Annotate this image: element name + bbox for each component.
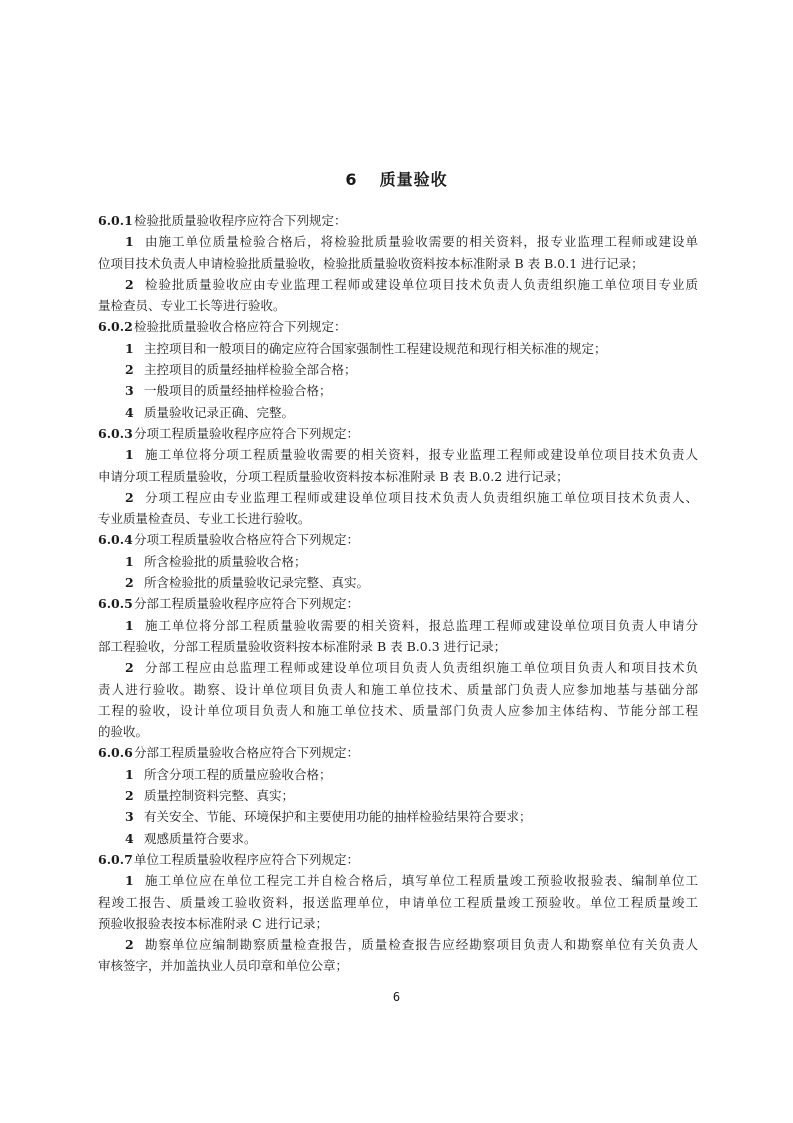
line-text: 检验批质量验收程序应符合下列规定： [134, 213, 347, 228]
continuation-line [98, 679, 698, 700]
line-text: 勘察单位应编制勘察质量检查报告，质量检查报告应经勘察项目负责人和勘察单位有关负责人 [144, 937, 698, 953]
line-text: 主控项目和一般项目的确定应符合国家强制性工程建设规范和现行相关标准的规定； [144, 340, 607, 356]
page-number: 6 [392, 990, 401, 1004]
line-text: 由施工单位质量检验合格后，将检验批质量验收需要的相关资料，报专业监理工程师或建设单 [144, 234, 698, 250]
continuation-line [98, 892, 698, 913]
line-text: 申请分项工程质量验收，分项工程质量验收资料按本标准附录 B 表 B.0.2 进行记录； [98, 468, 569, 484]
chapter-title: 质量验收 [379, 170, 448, 189]
line-text: 分部工程应由总监理工程师或建设单位项目负责人负责组织施工单位项目负责人和项目技术负 [144, 660, 698, 676]
continuation-line [98, 721, 698, 742]
list-item [98, 764, 698, 785]
line-text: 量检查员、专业工长等进行验收。 [98, 298, 286, 314]
list-item [98, 572, 698, 593]
line-text: 施工单位将分项工程质量验收需要的相关资料，报专业监理工程师或建设单位项目技术负责人 [144, 447, 698, 463]
line-text: 部工程验收，分部工程质量验收资料按本标准附录 B 表 B.0.3 进行记录； [98, 638, 507, 654]
line-text: 分项工程质量验收程序应符合下列规定： [134, 425, 360, 441]
line-text: 单位工程质量验收程序应符合下列规定： [134, 851, 360, 867]
line-text: 分项工程质量验收合格应符合下列规定： [134, 532, 360, 548]
list-item [98, 231, 698, 252]
continuation-line [98, 253, 698, 274]
line-text: 工程的验收，设计单位项目负责人和施工单位技术、质量部门负责人应参加主体结构、节能分部工程 [98, 702, 698, 718]
item-number: 4 [125, 830, 134, 846]
line-text: 质量验收记录正确、完整。 [144, 404, 295, 420]
line-text: 所含分项工程的质量应验收合格； [144, 766, 332, 782]
item-number: 2 [125, 937, 134, 953]
item-number: 2 [125, 788, 134, 804]
clause-heading [98, 210, 698, 231]
item-number: 1 [125, 873, 134, 889]
item-number: 2 [125, 489, 134, 505]
document-body [98, 210, 698, 977]
list-item [98, 615, 698, 636]
list-item [98, 359, 698, 380]
list-item [98, 870, 698, 891]
clause-heading [98, 849, 698, 870]
list-item [98, 402, 698, 423]
item-number: 1 [125, 447, 134, 463]
list-item [98, 785, 698, 806]
continuation-line [98, 508, 698, 529]
item-number: 1 [125, 766, 134, 782]
page-title [0, 167, 793, 190]
line-text: 质量控制资料完整、真实； [144, 788, 295, 804]
line-text: 一般项目的质量经抽样检验合格； [144, 383, 332, 399]
line-text: 专业质量检查员、专业工长进行验收。 [98, 511, 311, 527]
clause-heading [98, 742, 698, 763]
item-number: 1 [125, 617, 134, 633]
clause-heading [98, 423, 698, 444]
line-text: 主控项目的质量经抽样检验全部合格； [144, 362, 357, 378]
line-text: 所含检验批的质量验收合格； [144, 553, 307, 569]
continuation-line [98, 955, 698, 976]
clause-number: 6.0.2 [98, 319, 133, 335]
item-number: 1 [125, 234, 134, 250]
line-text: 审核签字，并加盖执业人员印章和单位公章； [98, 958, 349, 974]
line-text: 施工单位将分部工程质量验收需要的相关资料，报总监理工程师或建设单位项目负责人申请分 [144, 617, 698, 633]
list-item [98, 380, 698, 401]
line-text: 分项工程应由专业监理工程师或建设单位项目技术负责人负责组织施工单位项目技术负责人、 [144, 489, 698, 505]
list-item [98, 338, 698, 359]
list-item [98, 487, 698, 508]
line-text: 有关安全、节能、环境保护和主要使用功能的抽样检验结果符合要求； [144, 809, 532, 825]
item-number: 2 [125, 575, 134, 591]
line-text: 分部工程质量验收合格应符合下列规定： [134, 745, 360, 761]
list-item [98, 828, 698, 849]
continuation-line [98, 466, 698, 487]
item-number: 3 [125, 809, 134, 825]
clause-number: 6.0.7 [98, 851, 133, 867]
continuation-line [98, 295, 698, 316]
item-number: 2 [125, 660, 134, 676]
clause-number: 6.0.6 [98, 745, 133, 761]
line-text: 分部工程质量验收程序应符合下列规定： [134, 596, 360, 612]
clause-heading [98, 593, 698, 614]
list-item [98, 444, 698, 465]
line-text: 施工单位应在单位工程完工并自检合格后，填写单位工程质量竣工预验收报验表、编制单位工 [144, 873, 698, 889]
clause-number: 6.0.4 [98, 532, 133, 548]
item-number: 4 [125, 404, 134, 420]
clause-heading [98, 529, 698, 550]
list-item [98, 551, 698, 572]
line-text: 位项目技术负责人申请检验批质量验收，检验批质量验收资料按本标准附录 B 表 B.0.1 进行记录； [98, 255, 644, 271]
continuation-line [98, 913, 698, 934]
line-text: 的验收。 [98, 724, 149, 740]
clause-number: 6.0.1 [98, 213, 133, 228]
item-number: 1 [125, 340, 134, 356]
list-item [98, 657, 698, 678]
continuation-line [98, 636, 698, 657]
line-text: 观感质量符合要求。 [144, 830, 257, 846]
clause-heading [98, 316, 698, 337]
line-text: 所含检验批的质量验收记录完整、真实。 [144, 575, 370, 591]
list-item [98, 274, 698, 295]
line-text: 责人进行验收。勘察、设计单位项目负责人和施工单位技术、质量部门负责人应参加地基与基础分部 [98, 681, 698, 697]
list-item [98, 934, 698, 955]
line-text: 检验批质量验收合格应符合下列规定： [134, 319, 347, 335]
clause-number: 6.0.3 [98, 425, 133, 441]
item-number: 2 [125, 276, 134, 292]
continuation-line [98, 700, 698, 721]
line-text: 预验收报验表按本标准附录 C 进行记录； [98, 915, 329, 931]
line-text: 检验批质量验收应由专业监理工程师或建设单位项目技术负责人负责组织施工单位项目专业质 [144, 276, 698, 292]
clause-number: 6.0.5 [98, 596, 133, 612]
item-number: 2 [125, 362, 134, 378]
list-item [98, 806, 698, 827]
chapter-number: 6 [345, 170, 358, 189]
item-number: 1 [125, 553, 134, 569]
line-text: 程竣工报告、质量竣工验收资料，报送监理单位，申请单位工程质量竣工预验收。单位工程质量竣工 [98, 894, 698, 910]
item-number: 3 [125, 383, 134, 399]
